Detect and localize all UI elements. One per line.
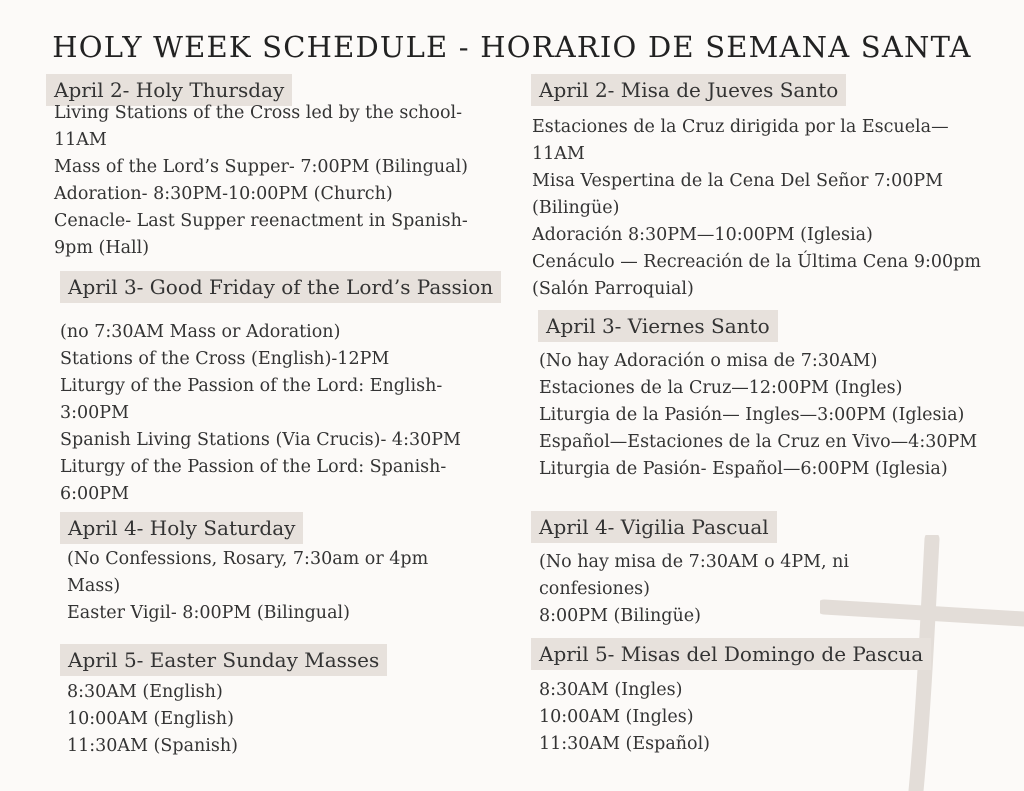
- line: (No Confessions, Rosary, 7:30am or 4pm: [67, 549, 429, 569]
- line: Estaciones de la Cruz dirigida por la Escuela—: [532, 117, 949, 137]
- line: Spanish Living Stations (Via Crucis)- 4:30PM: [60, 430, 461, 450]
- line: Estaciones de la Cruz—12:00PM (Ingles): [539, 378, 903, 398]
- line: 11:30AM (Español): [539, 734, 711, 754]
- header-en-thursday: April 2- Holy Thursday: [46, 74, 292, 106]
- header-es-thursday: April 2- Misa de Jueves Santo: [531, 74, 846, 106]
- line: Liturgia de Pasión- Español—6:00PM (Iglesia): [539, 459, 948, 479]
- line: Cenacle- Last Supper reenactment in Spanish-: [54, 211, 468, 231]
- section-en-thursday: [54, 100, 468, 262]
- section-en-sunday: [67, 679, 238, 760]
- line: 6:00PM: [60, 484, 129, 504]
- page-title: HOLY WEEK SCHEDULE - HORARIO DE SEMANA SANTA: [52, 30, 972, 64]
- section-es-sunday: [539, 677, 710, 758]
- line: (Bilingüe): [532, 198, 620, 218]
- line: Cenáculo — Recreación de la Última Cena 9:00pm: [532, 252, 981, 272]
- line: Stations of the Cross (English)-12PM: [60, 349, 390, 369]
- line: Mass): [67, 576, 121, 596]
- line: confesiones): [539, 579, 650, 599]
- line: 8:30AM (English): [67, 682, 223, 702]
- line: Español—Estaciones de la Cruz en Vivo—4:30PM: [539, 432, 978, 452]
- header-es-sunday: April 5- Misas del Domingo de Pascua: [531, 638, 931, 670]
- line: 10:00AM (Ingles): [539, 707, 694, 727]
- header-en-friday: April 3- Good Friday of the Lord’s Passion: [60, 271, 501, 303]
- line: 8:00PM (Bilingüe): [539, 606, 701, 626]
- line: Misa Vespertina de la Cena Del Señor 7:00PM: [532, 171, 944, 191]
- line: Adoration- 8:30PM-10:00PM (Church): [54, 184, 393, 204]
- line: (No hay misa de 7:30AM o 4PM, ni: [539, 552, 850, 572]
- line: (Salón Parroquial): [532, 279, 694, 299]
- header-en-sunday: April 5- Easter Sunday Masses: [60, 644, 387, 676]
- line: Easter Vigil- 8:00PM (Bilingual): [67, 603, 350, 623]
- line: 11AM: [54, 130, 107, 150]
- section-es-saturday: [539, 549, 849, 630]
- line: Adoración 8:30PM—10:00PM (Iglesia): [532, 225, 873, 245]
- line: (no 7:30AM Mass or Adoration): [60, 322, 341, 342]
- line: 10:00AM (English): [67, 709, 234, 729]
- line: 11:30AM (Spanish): [67, 736, 238, 756]
- header-es-saturday: April 4- Vigilia Pascual: [531, 511, 777, 543]
- line: Living Stations of the Cross led by the school-: [54, 103, 463, 123]
- line: Liturgy of the Passion of the Lord: Spanish-: [60, 457, 447, 477]
- section-en-saturday: [67, 546, 428, 627]
- line: Liturgy of the Passion of the Lord: English-: [60, 376, 443, 396]
- line: 8:30AM (Ingles): [539, 680, 683, 700]
- section-es-thursday: [532, 114, 981, 303]
- line: 3:00PM: [60, 403, 129, 423]
- header-en-saturday: April 4- Holy Saturday: [60, 512, 303, 544]
- line: 9pm (Hall): [54, 238, 150, 258]
- section-en-friday: [60, 319, 461, 508]
- line: 11AM: [532, 144, 585, 164]
- section-es-friday: [539, 348, 977, 483]
- line: Mass of the Lord’s Supper- 7:00PM (Bilingual): [54, 157, 469, 177]
- line: Liturgia de la Pasión— Ingles—3:00PM (Iglesia): [539, 405, 965, 425]
- line: (No hay Adoración o misa de 7:30AM): [539, 351, 878, 371]
- header-es-friday: April 3- Viernes Santo: [538, 310, 778, 342]
